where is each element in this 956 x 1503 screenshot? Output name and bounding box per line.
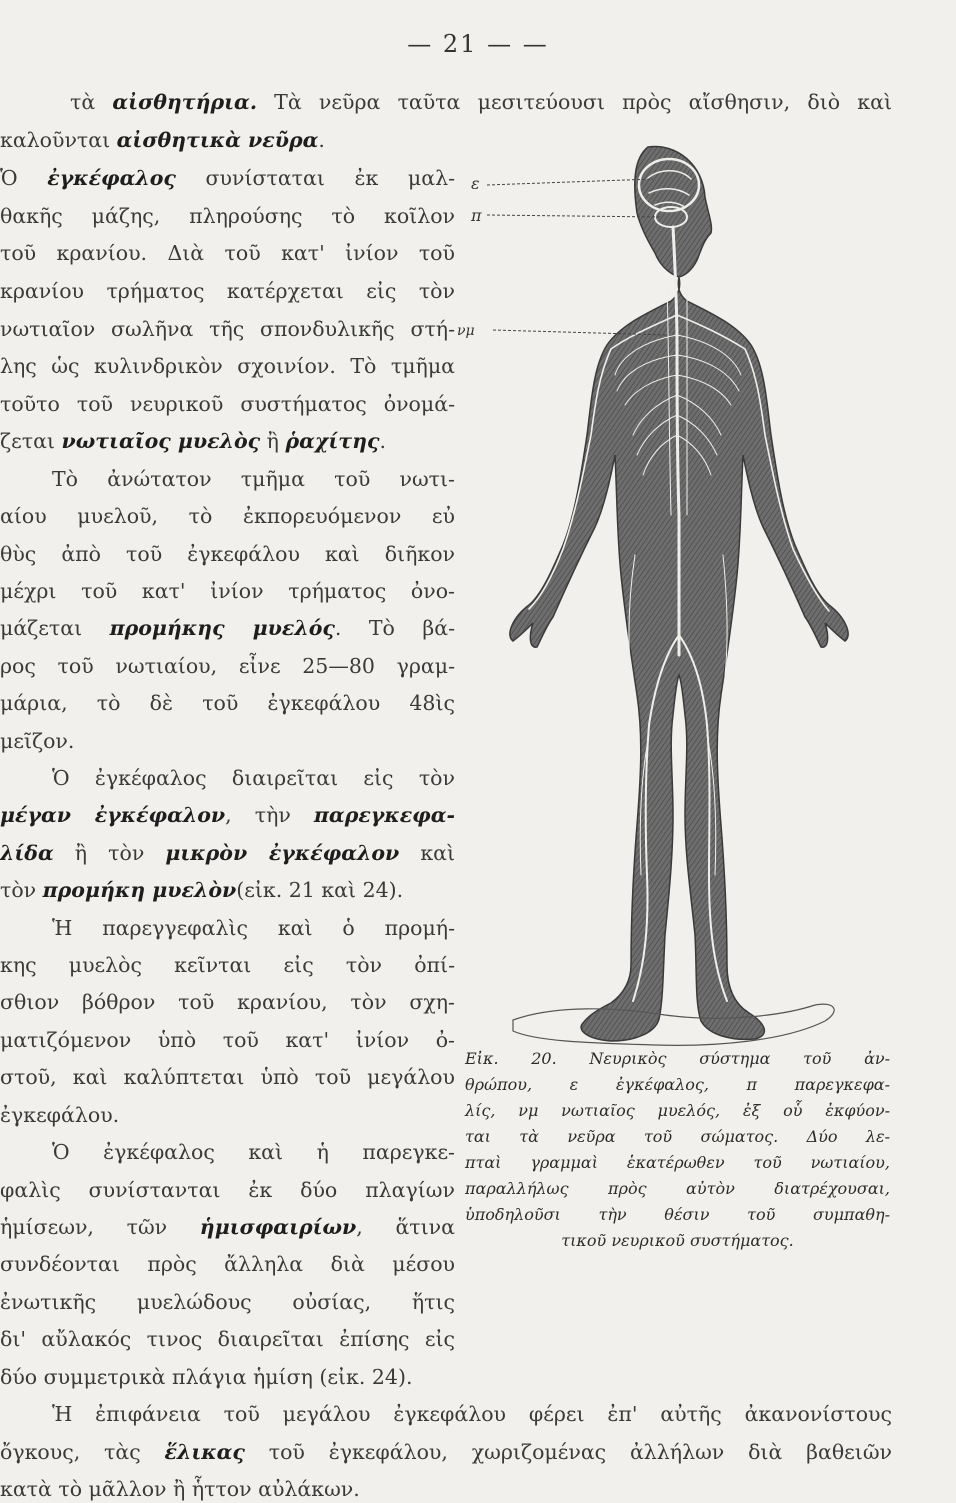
text-line: [0, 1363, 455, 1391]
text-segment: .: [318, 128, 325, 152]
text-line: [0, 1438, 892, 1466]
text-line: [0, 839, 455, 867]
text-line: [0, 1288, 455, 1316]
text-segment: κης μυελὸς κεῖνται εἰς τὸν ὀπί-: [0, 953, 455, 977]
page-number: — 21 — —: [407, 30, 549, 58]
text-segment: , τὴν: [225, 803, 314, 827]
text-segment: λης ὡς κυλινδρικὸν σχοινίον. Τὸ τμῆμα: [0, 354, 455, 378]
text-line: [0, 801, 455, 829]
caption-line: ται τὰ νεῦρα τοῦ σώματος. Δύο λε-: [465, 1127, 890, 1146]
emphasized-term: μικρὸν ἐγκέφαλον: [165, 841, 400, 865]
text-segment: Ὁ ἐγκέφαλος διαιρεῖται εἰς τὸν: [52, 766, 455, 790]
text-line: [0, 540, 455, 568]
caption-line: θρώπου, ε ἐγκέφαλος, π παρεγκεφα-: [465, 1075, 890, 1094]
emphasized-term: προμήκη μυελὸν: [42, 878, 237, 902]
text-segment: ζεται: [0, 429, 62, 453]
text-line: [0, 577, 455, 605]
text-segment: ὄγκους, τὰς: [0, 1440, 165, 1464]
text-line: [0, 315, 455, 343]
caption-line: ὑποδηλοῦσι τὴν θέσιν τοῦ συμπαθη-: [465, 1205, 890, 1224]
text-segment: (εἰκ. 21 καὶ 24).: [236, 878, 404, 902]
text-line: [0, 164, 455, 192]
emphasized-term: ἐγκέφαλος: [47, 166, 176, 190]
text-segment: ματιζόμενον ὑπὸ τοῦ κατ' ἰνίον ὀ-: [0, 1028, 455, 1052]
text-segment: νωτιαῖον σωλῆνα τῆς σπονδυλικῆς στή-: [0, 317, 455, 341]
text-segment: . Τὸ βά-: [334, 616, 455, 640]
caption-line: Εἰκ. 20. Νευρικὸς σύστημα τοῦ ἀν-: [465, 1049, 890, 1068]
emphasized-term: αἰσθητήρια.: [112, 90, 257, 114]
text-segment: κρανίου τρήματος κατέρχεται εἰς τὸν: [0, 279, 455, 303]
text-line: [0, 951, 455, 979]
text-line: [0, 502, 455, 530]
text-line: [0, 465, 455, 493]
text-segment: αίου μυελοῦ, τὸ ἐκπορευόμενον εὐ: [0, 504, 455, 528]
text-line: [0, 614, 455, 642]
text-segment: τὰ: [70, 90, 113, 114]
text-segment: τοῦ ἐγκεφάλου, χωριζομένας ἀλλήλων διὰ βαθειῶν: [244, 1440, 892, 1464]
text-segment: θακῆς μάζης, πληρούσης τὸ κοῖλον: [0, 204, 455, 228]
text-segment: θὺς ἀπὸ τοῦ ἐγκεφάλου καὶ διῆκον: [0, 542, 455, 566]
text-segment: σθιον βόθρον τοῦ κρανίου, τὸν σχη-: [0, 990, 455, 1014]
text-segment: ρος τοῦ νωτιαίου, εἶνε 25—80 γραμ-: [0, 654, 455, 678]
emphasized-term: παρεγκεφα-: [313, 803, 455, 827]
text-segment: μεῖζον.: [0, 729, 75, 753]
nervous-system-figure: [457, 135, 895, 1050]
text-segment: ἐνωτικῆς μυελώδους οὐσίας, ἥτις: [0, 1290, 455, 1314]
text-line: [0, 1063, 455, 1091]
text-line: [0, 1176, 455, 1204]
emphasized-term: μέγαν ἐγκέφαλον: [0, 803, 226, 827]
text-line: [0, 1138, 455, 1166]
text-line: [0, 277, 455, 305]
text-segment: στοῦ, καὶ καλύπτεται ὑπὸ τοῦ μεγάλου: [0, 1065, 455, 1089]
text-segment: δύο συμμετρικὰ πλάγια ἡμίση (εἰκ. 24).: [0, 1365, 413, 1389]
emphasized-term: αἰσθητικὰ νεῦρα: [116, 128, 319, 152]
text-segment: .: [379, 429, 387, 453]
text-segment: συνδέονται πρὸς ἄλληλα διὰ μέσου: [0, 1252, 455, 1276]
emphasized-term: ῥαχίτης: [285, 429, 380, 453]
text-segment: συνίσταται ἐκ μαλ-: [175, 166, 455, 190]
text-segment: Τὸ ἀνώτατον τμῆμα τοῦ νωτι-: [52, 467, 455, 491]
figure-caption: [465, 1046, 890, 1254]
text-line: [0, 988, 455, 1016]
text-line: [0, 1213, 455, 1241]
text-line: [0, 239, 455, 267]
emphasized-term: προμήκης μυελός: [109, 616, 335, 640]
text-line: [0, 1250, 455, 1278]
text-line: [0, 88, 892, 116]
text-segment: μάρια, τὸ δὲ τοῦ ἐγκεφάλου 48ὶς: [0, 691, 455, 715]
text-line: [0, 352, 455, 380]
text-line: [0, 914, 455, 942]
text-line: [0, 876, 455, 904]
text-line: [0, 1026, 455, 1054]
text-segment: ἡμίσεων, τῶν: [0, 1215, 200, 1239]
text-segment: τὸν: [0, 878, 43, 902]
text-line: [0, 1325, 455, 1353]
text-segment: κατὰ τὸ μᾶλλον ἢ ἧττον αὐλάκων.: [0, 1477, 360, 1501]
emphasized-term: ἕλικας: [164, 1440, 245, 1464]
caption-line: πταὶ γραμμαὶ ἑκατέρωθεν τοῦ νωτιαίου,: [465, 1153, 890, 1172]
text-line: [0, 390, 455, 418]
text-segment: καὶ: [399, 841, 456, 865]
text-line: [0, 1400, 892, 1428]
text-segment: Ἡ ἐπιφάνεια τοῦ μεγάλου ἐγκεφάλου φέρει ἐπ' αὐτῆς ἀκανονίστους: [52, 1402, 892, 1426]
text-segment: μάζεται: [0, 616, 110, 640]
text-segment: ἢ: [260, 429, 286, 453]
text-line: [0, 727, 455, 755]
caption-line: τικοῦ νευρικοῦ συστήματος.: [561, 1231, 794, 1250]
emphasized-term: λίδα: [0, 841, 54, 865]
label-p: π: [471, 206, 482, 225]
text-line: [0, 689, 455, 717]
text-segment: Ὁ ἐγκέφαλος καὶ ἡ παρεγκε-: [52, 1140, 455, 1164]
text-line: [0, 652, 455, 680]
text-segment: καλοῦνται: [0, 128, 117, 152]
text-segment: τοῦτο τοῦ νευρικοῦ συστήματος ὀνομά-: [0, 392, 455, 416]
text-segment: Τὰ νεῦρα ταῦτα μεσιτεύουσι πρὸς αἴσθησιν, διὸ καὶ: [256, 90, 892, 114]
text-segment: Ἡ παρεγγεφαλὶς καὶ ὁ προμή-: [52, 916, 455, 940]
emphasized-term: ἡμισφαιρίων: [199, 1215, 357, 1239]
text-segment: , ἅτινα: [356, 1215, 455, 1239]
label-nm: νμ: [457, 323, 475, 339]
text-line: [0, 427, 455, 455]
text-line: [0, 1101, 455, 1129]
text-segment: Ὁ: [0, 166, 48, 190]
caption-line: παραλλήλως πρὸς αὐτὸν διατρέχουσαι,: [465, 1179, 890, 1198]
text-segment: δι' αὔλακός τινος διαιρεῖται ἐπίσης εἰς: [0, 1327, 455, 1351]
text-line: [0, 202, 455, 230]
text-line: [0, 1475, 892, 1503]
label-e: ε: [471, 174, 480, 193]
caption-line: λίς, νμ νωτιαῖος μυελός, ἐξ οὗ ἐκφύον-: [465, 1101, 890, 1120]
text-segment: ἢ τὸν: [53, 841, 166, 865]
text-segment: ἐγκεφάλου.: [0, 1103, 120, 1127]
text-segment: τοῦ κρανίου. Διὰ τοῦ κατ' ἰνίον τοῦ: [0, 241, 455, 265]
emphasized-term: νωτιαῖος μυελὸς: [61, 429, 261, 453]
text-segment: μέχρι τοῦ κατ' ἰνίον τρήματος ὀνο-: [0, 579, 455, 603]
text-line: [0, 764, 455, 792]
text-segment: φαλὶς συνίστανται ἐκ δύο πλαγίων: [0, 1178, 455, 1202]
